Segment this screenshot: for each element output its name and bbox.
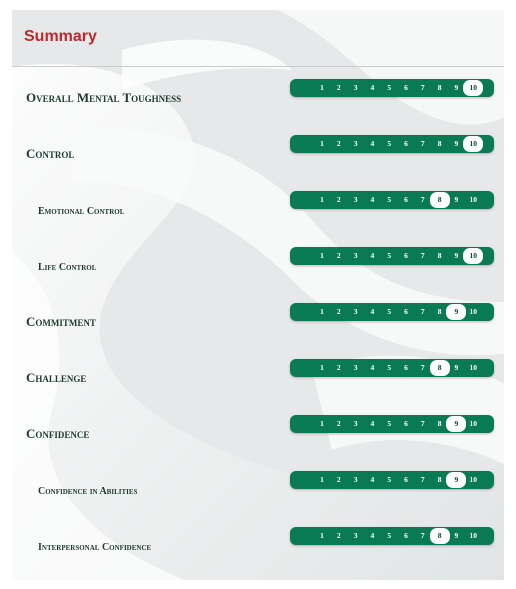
scale-number: 7 (420, 419, 425, 428)
row-label: Control (26, 146, 75, 161)
scale-number: 9 (454, 83, 459, 92)
scale-number: 2 (336, 251, 341, 260)
scale-number: 4 (370, 419, 375, 428)
scale-number: 6 (404, 251, 408, 260)
scale-number: 9 (454, 531, 459, 540)
scale-number: 4 (370, 475, 375, 484)
scale-number: 4 (370, 251, 375, 260)
scale-number: 4 (370, 139, 375, 148)
scale-number: 10 (469, 195, 477, 204)
rating-scale (290, 191, 494, 209)
scale-number: 2 (336, 139, 341, 148)
selected-score: 10 (463, 248, 483, 264)
selected-score: 10 (463, 80, 483, 96)
scale-number: 6 (404, 475, 408, 484)
selected-score: 8 (430, 360, 450, 376)
scale-number: 6 (404, 139, 408, 148)
scale-number: 7 (420, 139, 425, 148)
rating-scale (290, 415, 494, 433)
row-label: Emotional Control (38, 206, 125, 217)
row-label: Life Control (38, 262, 97, 273)
scale-number: 7 (420, 307, 425, 316)
scale-number: 3 (353, 83, 358, 92)
scale-number: 1 (320, 251, 324, 260)
scale-number: 5 (387, 475, 392, 484)
scale-number: 3 (353, 531, 358, 540)
scale-number: 2 (336, 195, 341, 204)
row-label: Challenge (26, 370, 87, 385)
scale-number: 7 (420, 363, 425, 372)
scale-number: 9 (454, 363, 459, 372)
scale-number: 10 (469, 307, 477, 316)
scale-number: 5 (387, 531, 392, 540)
scale-number: 3 (353, 251, 358, 260)
scale-number: 3 (353, 419, 358, 428)
scale-number: 3 (353, 195, 358, 204)
rating-scale (290, 79, 494, 97)
scale-number: 3 (353, 307, 358, 316)
rating-scale (290, 135, 494, 153)
row-label: Interpersonal Confidence (38, 542, 152, 553)
scale-number: 3 (353, 363, 358, 372)
scale-number: 8 (437, 475, 442, 484)
row-label: Confidence in Abilities (38, 486, 138, 497)
scale-number: 6 (404, 363, 408, 372)
scale-number: 2 (336, 83, 341, 92)
scale-number: 5 (387, 419, 392, 428)
selected-score: 9 (446, 416, 466, 432)
scale-number: 1 (320, 139, 324, 148)
scale-number: 1 (320, 363, 324, 372)
scale-number: 7 (420, 531, 425, 540)
rating-scale (290, 471, 494, 489)
scale-number: 6 (404, 195, 408, 204)
scale-number: 1 (320, 83, 324, 92)
scale-number: 6 (404, 531, 408, 540)
scale-number: 4 (370, 531, 375, 540)
summary-page (12, 10, 504, 580)
scale-number: 4 (370, 195, 375, 204)
scale-number: 2 (336, 363, 341, 372)
scale-number: 8 (437, 307, 442, 316)
rating-scale (290, 247, 494, 265)
scale-number: 5 (387, 307, 392, 316)
scale-number: 7 (420, 251, 425, 260)
scale-number: 1 (320, 475, 324, 484)
scale-number: 5 (387, 139, 392, 148)
scale-number: 7 (420, 475, 425, 484)
scale-number: 3 (353, 475, 358, 484)
scale-number: 9 (454, 139, 459, 148)
title-divider (12, 66, 504, 67)
scale-number: 9 (454, 251, 459, 260)
scale-number: 1 (320, 307, 324, 316)
scale-number: 5 (387, 363, 392, 372)
scale-number: 10 (469, 419, 477, 428)
scale-number: 7 (420, 83, 425, 92)
scale-number: 8 (437, 83, 442, 92)
row-label: Commitment (26, 314, 96, 329)
scale-number: 2 (336, 419, 341, 428)
scale-number: 4 (370, 307, 375, 316)
scale-number: 5 (387, 83, 392, 92)
row-label: Confidence (26, 426, 90, 441)
selected-score: 8 (430, 528, 450, 544)
selected-score: 8 (430, 192, 450, 208)
scale-number: 4 (370, 363, 375, 372)
scale-number: 5 (387, 195, 392, 204)
scale-number: 10 (469, 475, 477, 484)
scale-number: 9 (454, 195, 459, 204)
rating-scale (290, 359, 494, 377)
scale-number: 7 (420, 195, 425, 204)
scale-number: 10 (469, 531, 477, 540)
rating-scale (290, 527, 494, 545)
row-label: Overall Mental Toughness (26, 90, 182, 105)
scale-number: 8 (437, 139, 442, 148)
scale-number: 6 (404, 419, 408, 428)
selected-score: 9 (446, 304, 466, 320)
scale-number: 2 (336, 307, 341, 316)
scale-number: 2 (336, 475, 341, 484)
scale-number: 6 (404, 83, 408, 92)
scale-number: 10 (469, 363, 477, 372)
scale-number: 1 (320, 419, 324, 428)
selected-score: 10 (463, 136, 483, 152)
scale-number: 8 (437, 251, 442, 260)
scale-number: 5 (387, 251, 392, 260)
scale-number: 3 (353, 139, 358, 148)
scale-number: 4 (370, 83, 375, 92)
scale-number: 1 (320, 531, 324, 540)
selected-score: 9 (446, 472, 466, 488)
scale-number: 1 (320, 195, 324, 204)
scale-number: 6 (404, 307, 408, 316)
page-title: Summary (24, 28, 97, 45)
scale-number: 8 (437, 419, 442, 428)
rating-scale (290, 303, 494, 321)
scale-number: 2 (336, 531, 341, 540)
